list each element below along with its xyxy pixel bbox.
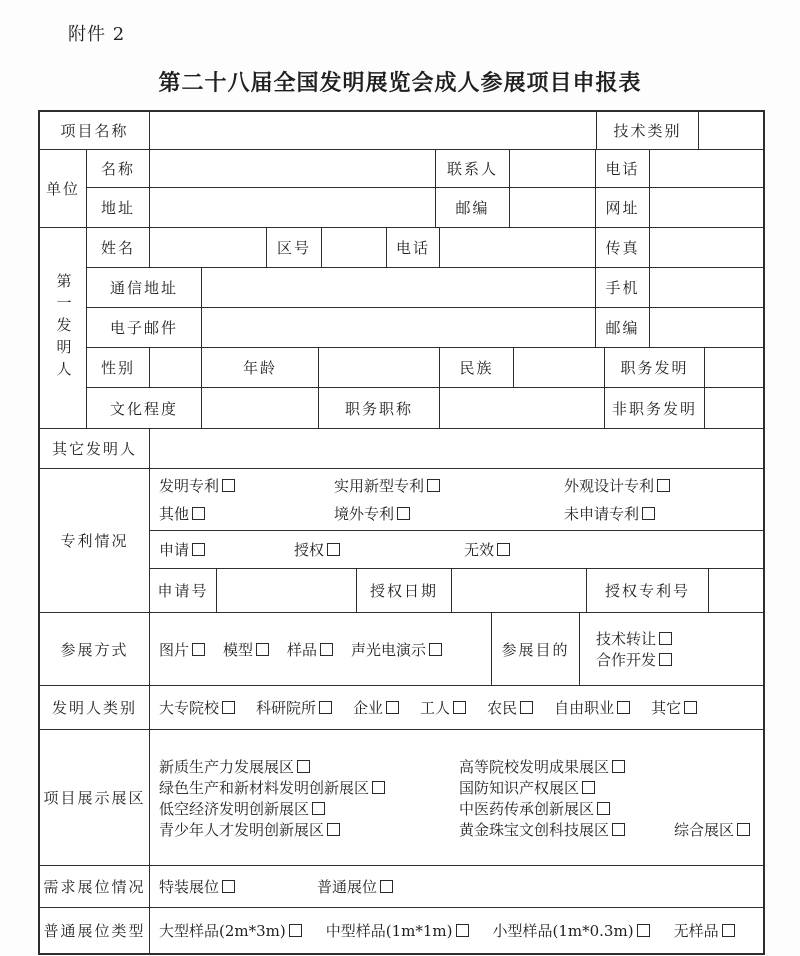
zone-tcm-option bbox=[459, 798, 610, 819]
row-mail-address bbox=[87, 268, 763, 308]
application-no-value-cell[interactable] bbox=[217, 569, 357, 612]
attachment-label: 附件 2 bbox=[68, 24, 126, 45]
picture-checkbox[interactable] bbox=[192, 643, 205, 656]
mode-model-option bbox=[223, 639, 269, 660]
mail-address-value-cell[interactable] bbox=[202, 268, 596, 307]
unit-website-value-cell[interactable] bbox=[650, 188, 763, 227]
exhibit-purpose-label: 参展目的 bbox=[492, 613, 580, 685]
zone-line-2 bbox=[150, 777, 763, 798]
booth-type-label: 普通展位类型 bbox=[40, 908, 150, 953]
grant-patent-no-label: 授权专利号 bbox=[587, 569, 709, 612]
inventor-phone-value-cell[interactable] bbox=[440, 228, 596, 267]
university-zone-checkbox[interactable] bbox=[612, 760, 625, 773]
no-sample-checkbox[interactable] bbox=[722, 924, 735, 937]
category-other-option bbox=[651, 697, 697, 718]
option-label: 科研院所 bbox=[256, 699, 317, 717]
option-label: 图片 bbox=[159, 640, 190, 659]
unit-phone-value-cell[interactable] bbox=[650, 150, 763, 187]
project-name-label: 项目名称 bbox=[40, 112, 150, 149]
invalid-checkbox[interactable] bbox=[497, 543, 510, 556]
sample-checkbox[interactable] bbox=[320, 643, 333, 656]
option-label: 其他 bbox=[159, 504, 190, 523]
option-label: 外观设计专利 bbox=[564, 477, 655, 496]
option-label: 绿色生产和新材料发明创新展区 bbox=[159, 778, 370, 797]
option-label: 授权 bbox=[294, 541, 325, 559]
option-label: 特装展位 bbox=[159, 878, 220, 896]
service-invention-label: 职务发明 bbox=[605, 348, 705, 387]
display-zone-label: 项目展示展区 bbox=[40, 730, 150, 865]
zone-line-1 bbox=[150, 756, 763, 777]
row-unit-address bbox=[87, 188, 763, 227]
no-patent-applied-checkbox[interactable] bbox=[642, 507, 655, 520]
unit-contact-value-cell[interactable] bbox=[510, 150, 596, 187]
area-code-label: 区号 bbox=[267, 228, 322, 267]
service-invention-value-cell[interactable] bbox=[705, 348, 763, 387]
section-unit bbox=[40, 150, 763, 228]
option-label: 高等院校发明成果展区 bbox=[459, 757, 610, 776]
age-label: 年龄 bbox=[202, 348, 319, 387]
standard-booth-option bbox=[317, 876, 393, 897]
option-label: 综合展区 bbox=[674, 820, 735, 839]
green-materials-zone-checkbox[interactable] bbox=[372, 781, 385, 794]
medium-sample-checkbox[interactable] bbox=[456, 924, 469, 937]
grant-patent-no-value-cell[interactable] bbox=[709, 569, 763, 612]
application-no-label: 申请号 bbox=[150, 569, 217, 612]
education-value-cell[interactable] bbox=[202, 388, 319, 428]
category-worker-option bbox=[420, 697, 466, 718]
patent-status-invalid-option bbox=[464, 539, 510, 560]
row-booth-demand bbox=[40, 866, 763, 908]
first-inventor-label-text: 第一发明人 bbox=[54, 273, 73, 383]
defense-ip-zone-checkbox[interactable] bbox=[582, 781, 595, 794]
patent-status-granted-option bbox=[294, 539, 464, 560]
option-label: 无效 bbox=[464, 541, 495, 559]
row-patent-numbers bbox=[150, 569, 763, 612]
option-label: 普通展位 bbox=[317, 878, 378, 896]
option-label: 黄金珠宝文创科技展区 bbox=[459, 820, 610, 839]
first-inventor-label bbox=[40, 228, 87, 428]
other-patent-checkbox[interactable] bbox=[192, 507, 205, 520]
inventor-category-label: 发明人类别 bbox=[40, 686, 150, 729]
unit-contact-label: 联系人 bbox=[436, 150, 510, 187]
standard-booth-checkbox[interactable] bbox=[380, 880, 393, 893]
fax-value-cell[interactable] bbox=[650, 228, 763, 267]
patent-status-applied-option bbox=[159, 539, 294, 560]
row-education bbox=[87, 388, 763, 428]
option-label: 国防知识产权展区 bbox=[459, 778, 580, 797]
invention-patent-checkbox[interactable] bbox=[222, 479, 235, 492]
display-zone-options bbox=[150, 730, 763, 865]
non-service-invention-value-cell[interactable] bbox=[705, 388, 763, 428]
option-label: 合作开发 bbox=[596, 651, 657, 669]
low-altitude-zone-checkbox[interactable] bbox=[312, 802, 325, 815]
youth-zone-checkbox[interactable] bbox=[327, 823, 340, 836]
other-inventors-value-cell[interactable] bbox=[150, 429, 763, 468]
option-label: 未申请专利 bbox=[564, 504, 640, 523]
category-other-checkbox[interactable] bbox=[684, 701, 697, 714]
tech-category-label: 技术类别 bbox=[597, 112, 699, 149]
unit-name-value-cell[interactable] bbox=[150, 150, 436, 187]
category-farmer-option bbox=[487, 697, 533, 718]
other-inventors-label: 其它发明人 bbox=[40, 429, 150, 468]
option-label: 农民 bbox=[487, 699, 518, 717]
college-checkbox[interactable] bbox=[222, 701, 235, 714]
section-patent bbox=[40, 469, 763, 613]
area-code-value-cell[interactable] bbox=[322, 228, 387, 267]
inventor-postcode-label: 邮编 bbox=[596, 308, 650, 347]
mobile-value-cell[interactable] bbox=[650, 268, 763, 307]
enterprise-checkbox[interactable] bbox=[386, 701, 399, 714]
unit-address-value-cell[interactable] bbox=[150, 188, 436, 227]
education-label: 文化程度 bbox=[87, 388, 202, 428]
patent-label: 专利情况 bbox=[40, 469, 150, 612]
row-inventor-category bbox=[40, 686, 763, 730]
option-label: 低空经济发明创新展区 bbox=[159, 799, 310, 818]
category-freelance-option bbox=[554, 697, 630, 718]
new-productivity-zone-checkbox[interactable] bbox=[297, 760, 310, 773]
form-title: 第二十八届全国发明展览会成人参展项目申报表 bbox=[158, 70, 642, 96]
cooperation-develop-checkbox[interactable] bbox=[659, 653, 672, 666]
fax-label: 传真 bbox=[596, 228, 650, 267]
tech-category-value-cell[interactable] bbox=[699, 112, 763, 149]
comprehensive-zone-checkbox[interactable] bbox=[737, 823, 750, 836]
non-service-invention-label: 非职务发明 bbox=[605, 388, 705, 428]
section-first-inventor bbox=[40, 228, 763, 429]
option-label: 技术转让 bbox=[596, 630, 657, 648]
exhibit-mode-options bbox=[150, 613, 492, 685]
option-label: 工人 bbox=[420, 699, 451, 717]
category-enterprise-option bbox=[353, 697, 399, 718]
ethnicity-label: 民族 bbox=[440, 348, 514, 387]
mode-sample-option bbox=[287, 639, 333, 660]
email-value-cell[interactable] bbox=[202, 308, 596, 347]
unit-address-label: 地址 bbox=[87, 188, 150, 227]
application-form-table bbox=[38, 110, 765, 955]
gender-value-cell[interactable] bbox=[150, 348, 202, 387]
option-label: 企业 bbox=[353, 699, 384, 717]
option-label: 中医药传承创新展区 bbox=[459, 799, 595, 818]
exhibit-mode-label: 参展方式 bbox=[40, 613, 150, 685]
age-value-cell[interactable] bbox=[319, 348, 440, 387]
row-project-name bbox=[40, 112, 763, 150]
model-checkbox[interactable] bbox=[256, 643, 269, 656]
option-label: 青少年人才发明创新展区 bbox=[159, 820, 325, 839]
mobile-label: 手机 bbox=[596, 268, 650, 307]
purpose-cooperation-option bbox=[596, 649, 672, 670]
row-inventor-name bbox=[87, 228, 763, 268]
zone-new-productivity-option bbox=[159, 756, 459, 777]
unit-postcode-value-cell[interactable] bbox=[510, 188, 596, 227]
booth-demand-label: 需求展位情况 bbox=[40, 866, 150, 907]
inventor-postcode-value-cell[interactable] bbox=[650, 308, 763, 347]
option-label: 自由职业 bbox=[554, 699, 615, 717]
zone-green-materials-option bbox=[159, 777, 459, 798]
patent-types-line2 bbox=[150, 503, 763, 524]
row-unit-name bbox=[87, 150, 763, 188]
patent-type-other-option bbox=[159, 503, 334, 524]
booth-demand-options bbox=[150, 866, 763, 907]
option-label: 小型样品(1m*0.3m) bbox=[492, 922, 634, 940]
job-title-value-cell[interactable] bbox=[440, 388, 605, 428]
special-booth-option bbox=[159, 876, 317, 897]
row-patent-types bbox=[150, 469, 763, 531]
worker-checkbox[interactable] bbox=[453, 701, 466, 714]
zone-low-altitude-option bbox=[159, 798, 459, 819]
exhibit-purpose-options bbox=[580, 613, 763, 685]
row-other-inventors bbox=[40, 429, 763, 469]
patent-type-none-option bbox=[564, 503, 655, 524]
zone-youth-option bbox=[159, 819, 459, 840]
row-display-zone bbox=[40, 730, 763, 866]
option-label: 申请 bbox=[159, 541, 190, 559]
purpose-tech-transfer-option bbox=[596, 628, 672, 649]
patent-type-design-option bbox=[564, 475, 670, 496]
small-sample-option bbox=[493, 920, 650, 941]
unit-postcode-label: 邮编 bbox=[436, 188, 510, 227]
option-label: 新质生产力发展展区 bbox=[159, 757, 295, 776]
option-label: 模型 bbox=[223, 640, 254, 659]
patent-type-overseas-option bbox=[334, 503, 564, 524]
option-label: 实用新型专利 bbox=[334, 477, 425, 496]
option-label: 其它 bbox=[651, 699, 682, 717]
gold-jewelry-zone-checkbox[interactable] bbox=[612, 823, 625, 836]
mode-picture-option bbox=[159, 639, 205, 660]
row-email bbox=[87, 308, 763, 348]
inventor-category-options bbox=[150, 686, 763, 729]
granted-checkbox[interactable] bbox=[327, 543, 340, 556]
booth-type-options bbox=[150, 908, 763, 953]
job-title-label: 职务职称 bbox=[319, 388, 440, 428]
option-label: 大型样品(2m*3m) bbox=[159, 922, 286, 940]
patent-types-line1 bbox=[150, 475, 763, 496]
patent-type-invention-option bbox=[159, 475, 334, 496]
design-patent-checkbox[interactable] bbox=[657, 479, 670, 492]
zone-gold-jewelry-option bbox=[459, 819, 674, 840]
grant-date-value-cell[interactable] bbox=[452, 569, 587, 612]
option-label: 大专院校 bbox=[159, 699, 220, 717]
ethnicity-value-cell[interactable] bbox=[514, 348, 605, 387]
tech-transfer-checkbox[interactable] bbox=[659, 632, 672, 645]
gender-label: 性别 bbox=[87, 348, 150, 387]
unit-name-label: 名称 bbox=[87, 150, 150, 187]
row-exhibit-mode bbox=[40, 613, 763, 686]
zone-line-4 bbox=[150, 819, 763, 840]
overseas-patent-checkbox[interactable] bbox=[397, 507, 410, 520]
row-gender-age bbox=[87, 348, 763, 388]
mode-av-demo-option bbox=[351, 639, 442, 660]
no-sample-option bbox=[674, 920, 735, 941]
unit-website-label: 网址 bbox=[596, 188, 650, 227]
email-label: 电子邮件 bbox=[87, 308, 202, 347]
freelance-checkbox[interactable] bbox=[617, 701, 630, 714]
option-label: 无样品 bbox=[673, 922, 719, 940]
row-booth-type bbox=[40, 908, 763, 953]
medium-sample-option bbox=[326, 920, 469, 941]
zone-university-option bbox=[459, 756, 625, 777]
large-sample-option bbox=[159, 920, 302, 941]
unit-label: 单位 bbox=[40, 150, 87, 227]
large-sample-checkbox[interactable] bbox=[289, 924, 302, 937]
small-sample-checkbox[interactable] bbox=[637, 924, 650, 937]
category-college-option bbox=[159, 697, 235, 718]
tcm-zone-checkbox[interactable] bbox=[597, 802, 610, 815]
unit-phone-label: 电话 bbox=[596, 150, 650, 187]
grant-date-label: 授权日期 bbox=[357, 569, 452, 612]
av-demo-checkbox[interactable] bbox=[429, 643, 442, 656]
inventor-phone-label: 电话 bbox=[387, 228, 440, 267]
applied-checkbox[interactable] bbox=[192, 543, 205, 556]
option-label: 发明专利 bbox=[159, 477, 220, 496]
research-institute-checkbox[interactable] bbox=[319, 701, 332, 714]
option-label: 样品 bbox=[287, 640, 318, 659]
patent-status-line bbox=[150, 531, 763, 568]
patent-type-utility-option bbox=[334, 475, 564, 496]
row-patent-status bbox=[150, 531, 763, 569]
special-booth-checkbox[interactable] bbox=[222, 880, 235, 893]
option-label: 境外专利 bbox=[334, 504, 395, 523]
inventor-name-label: 姓名 bbox=[87, 228, 150, 267]
option-label: 声光电演示 bbox=[351, 640, 427, 659]
project-name-value-cell[interactable] bbox=[150, 112, 597, 149]
zone-comprehensive-option bbox=[674, 819, 750, 840]
utility-model-patent-checkbox[interactable] bbox=[427, 479, 440, 492]
mail-address-label: 通信地址 bbox=[87, 268, 202, 307]
inventor-name-value-cell[interactable] bbox=[150, 228, 267, 267]
farmer-checkbox[interactable] bbox=[520, 701, 533, 714]
zone-defense-ip-option bbox=[459, 777, 595, 798]
category-research-option bbox=[256, 697, 332, 718]
zone-line-3 bbox=[150, 798, 763, 819]
option-label: 中型样品(1m*1m) bbox=[325, 922, 453, 940]
